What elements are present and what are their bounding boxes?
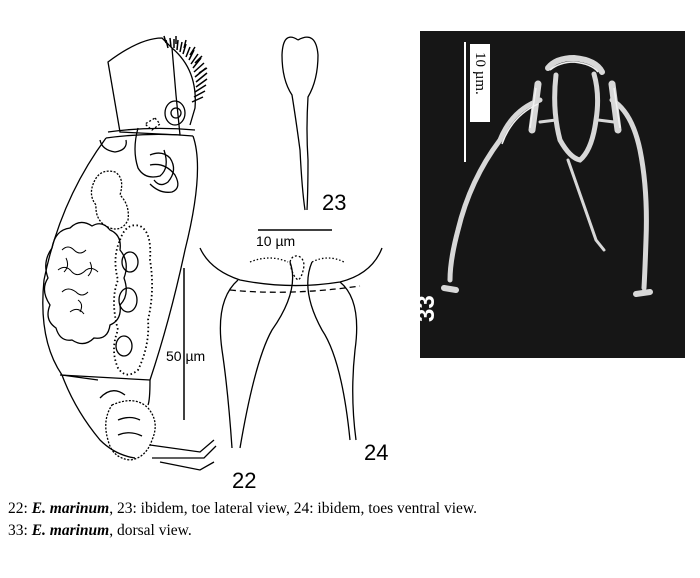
figure-24-toes-ventral-drawing bbox=[200, 248, 382, 448]
figure-number-24: 24 bbox=[364, 440, 389, 465]
figure-number-23: 23 bbox=[322, 190, 347, 215]
figure-caption bbox=[8, 498, 698, 542]
figure-number-22: 22 bbox=[232, 468, 257, 493]
scale-label-22: 50 µm bbox=[166, 348, 206, 364]
figure-33-sem-photo bbox=[413, 31, 685, 358]
scale-label-33: 10 µm. bbox=[472, 52, 488, 95]
figure-number-33: 33 bbox=[413, 295, 440, 322]
figure-23-toe-lateral-drawing bbox=[282, 37, 318, 210]
species-name: E. marinum bbox=[31, 522, 110, 539]
caption-line-1: 22: E. marinum, 23: ibidem, toe lateral view, 24: ibidem, toes ventral view. bbox=[8, 500, 477, 517]
figure-22-rotifer-drawing bbox=[43, 36, 216, 470]
caption-line-2: 33: E. marinum, dorsal view. bbox=[8, 522, 192, 539]
scale-label-24: 10 µm bbox=[256, 233, 296, 249]
species-name: E. marinum bbox=[31, 500, 110, 517]
